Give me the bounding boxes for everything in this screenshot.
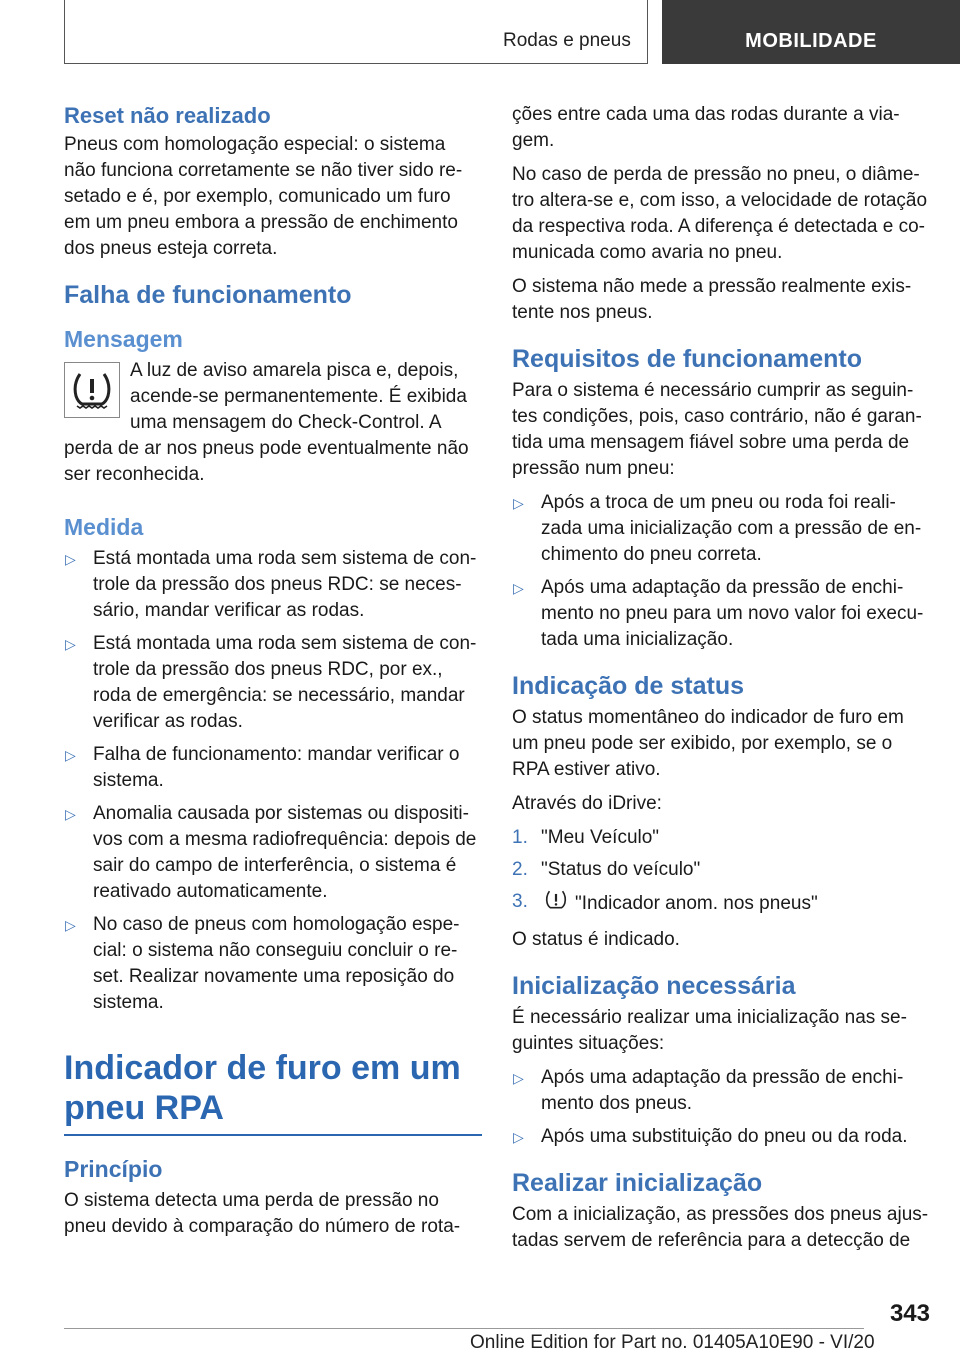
list-item: ▷ Está montada uma roda sem sistema de con-trole da pressão dos pneus RDC, por ex., roda de emergência: se necessário, mandar verificar as rodas. (65, 633, 477, 732)
inicializacao-text: É necessário realizar uma inicialização nas se-guintes situações: (512, 1007, 907, 1054)
heading-status: Indicação de status (512, 672, 745, 700)
requisitos-list (512, 490, 930, 653)
heading-medida: Medida (64, 514, 144, 540)
list-item: ▷ Após a troca de um pneu ou roda foi reali-zada uma inicialização com a pressão de en-chimento do pneu correta. (513, 492, 922, 565)
perda-text: No caso de perda de pressão no pneu, o diâme-tro altera-se e, com isso, a velocidade de rotação da respectiva roda. A diferença é detectada e co-municada como avaria no pneu. (512, 164, 928, 263)
heading-mensagem: Mensagem (64, 326, 183, 352)
list-item: 3. "Indicador anom. nos pneus" (512, 889, 930, 919)
indicado-text: O status é indicado. (512, 929, 680, 950)
page-number: 343 (889, 1300, 930, 1327)
header-section-title: Rodas e pneus (503, 30, 631, 51)
heading-principio: Princípio (64, 1156, 163, 1182)
heading-realizar: Realizar inicialização (512, 1169, 763, 1197)
continued-text: ções entre cada uma das rodas durante a via-gem. (512, 104, 900, 151)
list-item: 1. "Meu Veículo" (512, 827, 660, 848)
tire-pressure-warning-icon (64, 362, 120, 418)
requisitos-text: Para o sistema é necessário cumprir as seguin-tes condições, pois, caso contrário, não é garan-tida uma mensagem fiável sobre uma perda de pressão num pneu: (512, 380, 922, 479)
heading-falha: Falha de funcionamento (64, 281, 352, 309)
list-item: ▷ No caso de pneus com homologação espe-cial: o sistema não conseguiu concluir o re-set. Realizar novamente uma reposição do sistema. (65, 914, 460, 1013)
list-item: ▷ Anomalia causada por sistemas ou dispositi-vos com a mesma radiofrequência: depois de sair do campo de interferência, o sistema é reativado automaticamente. (65, 803, 477, 902)
idrive-steps (512, 825, 930, 919)
right-column (512, 102, 930, 1262)
tire-pressure-warning-icon (543, 889, 569, 919)
mensagem-block (64, 358, 482, 496)
heading-underline (64, 1134, 482, 1136)
naomede-text: O sistema não mede a pressão realmente exis-tente nos pneus. (512, 276, 912, 323)
heading-inicializacao: Inicialização necessária (512, 972, 796, 1000)
idrive-text: Através do iDrive: (512, 793, 662, 814)
footer-divider (64, 1328, 864, 1329)
principio-text: O sistema detecta uma perda de pressão no pneu devido à comparação do número de rota- (64, 1190, 461, 1237)
header-tab (662, 0, 960, 64)
triangle-bullet-icon: ▷ (65, 917, 76, 933)
reset-text: Pneus com homologação especial: o sistema não funciona corretamente se não tiver sido re-setado e é, por exemplo, comunicado um furo em um pneu embora a pressão de enchimento dos pneus esteja correta. (64, 134, 463, 259)
triangle-bullet-icon: ▷ (65, 806, 76, 822)
medida-list (64, 546, 482, 1016)
list-item: ▷ Falha de funcionamento: mandar verificar o sistema. (65, 744, 460, 791)
realizar-text: Com a inicialização, as pressões dos pneus ajus-tadas servem de referência para a detecção de (512, 1204, 929, 1251)
triangle-bullet-icon: ▷ (513, 1070, 524, 1086)
status-text: O status momentâneo do indicador de furo em um pneu pode ser exibido, por exemplo, se o RPA estiver ativo. (512, 707, 904, 780)
list-item: ▷ Após uma adaptação da pressão de enchi-mento dos pneus. (513, 1067, 904, 1114)
heading-reset: Reset não realizado (64, 103, 271, 128)
heading-rpa: Indicador de furo em um pneu RPA (64, 1049, 461, 1127)
list-item: ▷ Após uma adaptação da pressão de enchi-mento no pneu para um novo valor foi execu-tada uma inicialização. (513, 577, 924, 650)
triangle-bullet-icon: ▷ (65, 551, 76, 567)
mensagem-text: A luz de aviso amarela pisca e, depois, acende-se permanentemente. É exibida uma mensagem do Check-Control. A perda de ar nos pneus pode eventualmente não ser reconhecida. (64, 360, 469, 485)
heading-requisitos: Requisitos de funcionamento (512, 345, 863, 373)
list-item: ▷ Está montada uma roda sem sistema de con-trole da pressão dos pneus RDC: se neces-sário, mandar verificar as rodas. (65, 548, 477, 621)
triangle-bullet-icon: ▷ (513, 1129, 524, 1145)
list-item: ▷ Após uma substituição do pneu ou da roda. (512, 1124, 930, 1150)
triangle-bullet-icon: ▷ (513, 495, 524, 511)
list-item: 2. "Status do veículo" (512, 859, 701, 880)
triangle-bullet-icon: ▷ (65, 636, 76, 652)
inicializacao-list (512, 1065, 930, 1150)
footer-edition: Online Edition for Part no. 01405A10E90 - VI/20 (470, 1332, 875, 1353)
triangle-bullet-icon: ▷ (65, 747, 76, 763)
header-tab-label: MOBILIDADE (745, 30, 877, 52)
triangle-bullet-icon: ▷ (513, 580, 524, 596)
left-column (64, 102, 482, 1248)
